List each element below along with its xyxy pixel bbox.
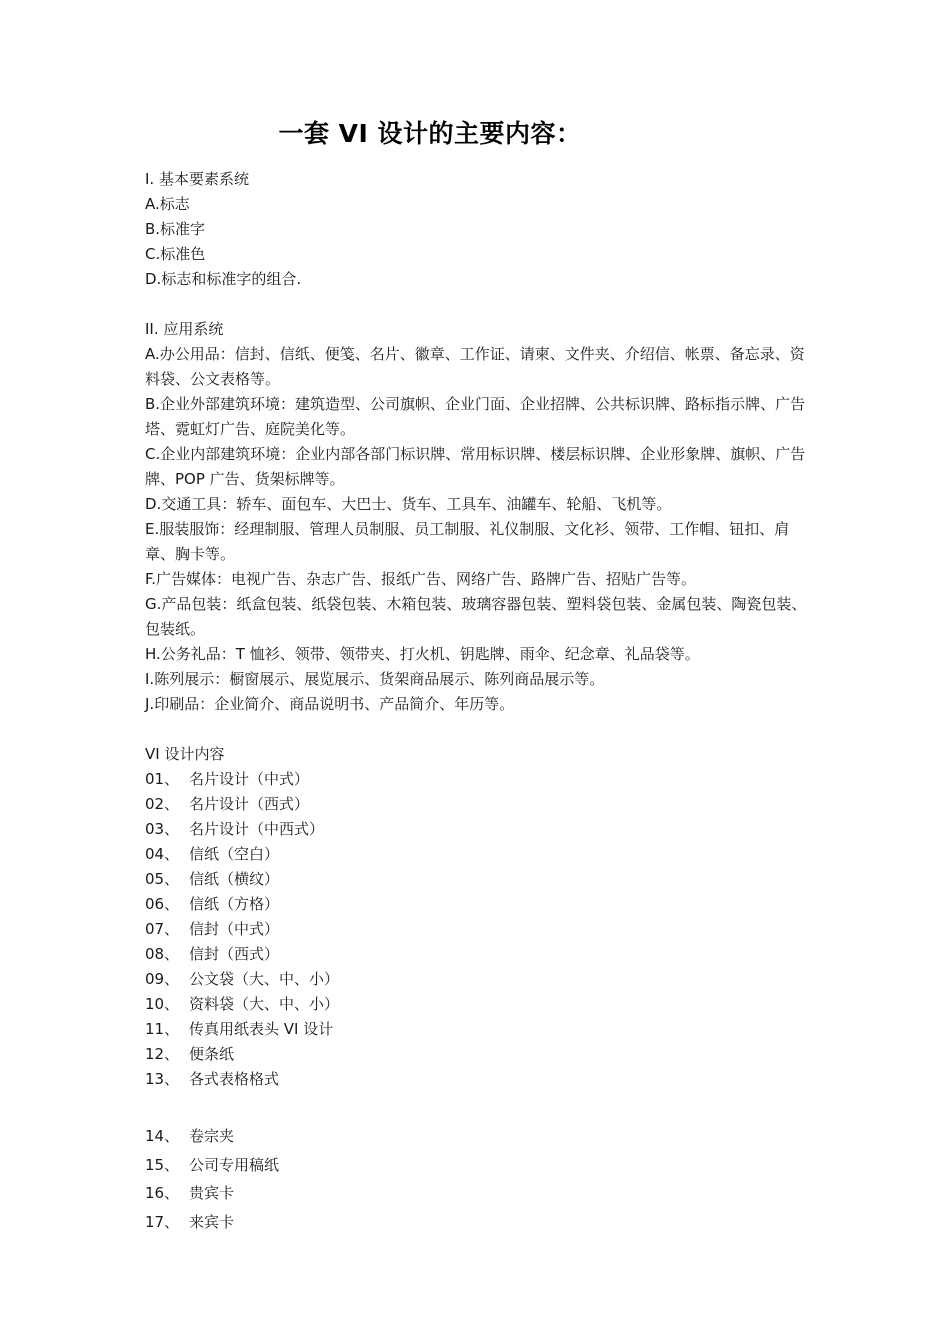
list-item <box>145 1179 813 1208</box>
item-number: 06、 <box>145 895 180 913</box>
application-item: D.交通工具：轿车、面包车、大巴士、货车、工具车、油罐车、轮船、飞机等。 <box>145 495 672 513</box>
basic-item: A.标志 <box>145 195 190 213</box>
application-item: E.服装服饰：经理制服、管理人员制服、员工制服、礼仪制服、文化衫、领带、工作帽、钮扣、肩章、胸卡等。 <box>145 520 790 563</box>
list-item <box>145 942 813 967</box>
list-item <box>145 1042 813 1067</box>
item-number: 04、 <box>145 845 180 863</box>
basic-item: B.标准字 <box>145 220 206 238</box>
item-text: 信纸（空白） <box>189 845 280 863</box>
list-item <box>145 1208 813 1237</box>
basic-item: D.标志和标准字的组合. <box>145 270 302 288</box>
list-item <box>145 892 813 917</box>
item-text: 来宾卡 <box>189 1212 235 1231</box>
list-item <box>145 1122 813 1151</box>
item-text: 便条纸 <box>189 1045 235 1063</box>
item-number: 14、 <box>145 1127 180 1145</box>
list-item <box>145 792 813 817</box>
basic-system-heading: I. 基本要素系统 <box>145 170 249 188</box>
item-number: 05、 <box>145 870 180 888</box>
document-title: 一套 VI 设计的主要内容： <box>278 119 582 148</box>
item-number: 11、 <box>145 1020 180 1038</box>
item-text: 信纸（方格） <box>189 895 280 913</box>
application-item: B.企业外部建筑环境：建筑造型、公司旗帜、企业门面、企业招牌、公共标识牌、路标指示牌、广告塔、霓虹灯广告、庭院美化等。 <box>145 395 806 438</box>
application-system-heading: II. 应用系统 <box>145 320 224 338</box>
section-spacer <box>145 1092 813 1122</box>
document-body <box>145 167 813 1236</box>
item-number: 17、 <box>145 1212 180 1231</box>
application-item: I.陈列展示：橱窗展示、展览展示、货架商品展示、陈列商品展示等。 <box>145 670 605 688</box>
application-item: J.印刷品：企业简介、商品说明书、产品简介、年历等。 <box>145 695 515 713</box>
section-spacer <box>145 292 813 317</box>
vi-content-list <box>145 767 813 1092</box>
item-number: 08、 <box>145 945 180 963</box>
item-text: 公司专用稿纸 <box>189 1155 280 1174</box>
application-item: G.产品包装：纸盒包装、纸袋包装、木箱包装、玻璃容器包装、塑料袋包装、金属包装、陶瓷包装、包装纸。 <box>145 595 807 638</box>
item-text: 名片设计（中西式） <box>189 820 325 838</box>
item-number: 13、 <box>145 1070 180 1088</box>
item-text: 信封（西式） <box>189 945 280 963</box>
item-number: 16、 <box>145 1184 180 1202</box>
item-number: 09、 <box>145 970 180 988</box>
item-text: 传真用纸表头 VI 设计 <box>189 1020 334 1038</box>
item-text: 名片设计（西式） <box>189 795 310 813</box>
list-item <box>145 1017 813 1042</box>
item-text: 各式表格格式 <box>189 1070 280 1088</box>
list-item <box>145 867 813 892</box>
item-number: 12、 <box>145 1045 180 1063</box>
list-item <box>145 992 813 1017</box>
item-text: 名片设计（中式） <box>189 770 310 788</box>
vi-content-list-continued <box>145 1122 813 1236</box>
application-item: F.广告媒体：电视广告、杂志广告、报纸广告、网络广告、路牌广告、招贴广告等。 <box>145 570 696 588</box>
item-text: 公文袋（大、中、小） <box>189 970 340 988</box>
item-text: 卷宗夹 <box>189 1127 235 1145</box>
section-spacer <box>145 717 813 742</box>
item-number: 15、 <box>145 1155 180 1174</box>
item-text: 信封（中式） <box>189 920 280 938</box>
basic-item: C.标准色 <box>145 245 206 263</box>
item-number: 10、 <box>145 995 180 1013</box>
list-item <box>145 1067 813 1092</box>
item-number: 07、 <box>145 920 180 938</box>
item-number: 03、 <box>145 820 180 838</box>
application-item: H.公务礼品：T 恤衫、领带、领带夹、打火机、钥匙牌、雨伞、纪念章、礼品袋等。 <box>145 645 700 663</box>
item-number: 02、 <box>145 795 180 813</box>
list-item <box>145 917 813 942</box>
item-text: 资料袋（大、中、小） <box>189 995 340 1013</box>
application-item: A.办公用品：信封、信纸、便笺、名片、徽章、工作证、请柬、文件夹、介绍信、帐票、备忘录、资料袋、公文表格等。 <box>145 345 805 388</box>
item-number: 01、 <box>145 770 180 788</box>
list-item <box>145 767 813 792</box>
list-item <box>145 1151 813 1180</box>
vi-content-heading: VI 设计内容 <box>145 745 225 763</box>
list-item <box>145 842 813 867</box>
application-item: C.企业内部建筑环境：企业内部各部门标识牌、常用标识牌、楼层标识牌、企业形象牌、旗帜、广告牌、POP 广告、货架标牌等。 <box>145 445 806 488</box>
list-item <box>145 817 813 842</box>
list-item <box>145 967 813 992</box>
item-text: 信纸（横纹） <box>189 870 280 888</box>
item-text: 贵宾卡 <box>189 1184 235 1202</box>
